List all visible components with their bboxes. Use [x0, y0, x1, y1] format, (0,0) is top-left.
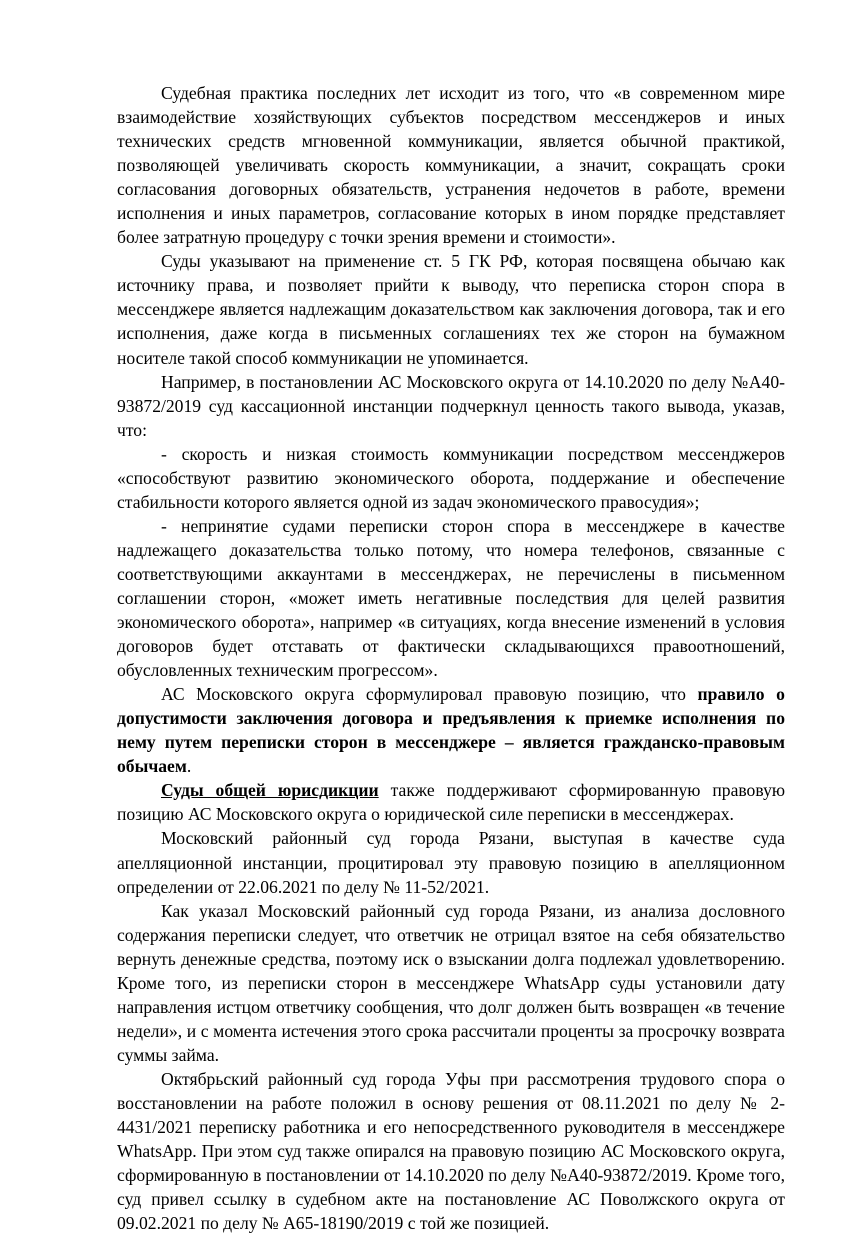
- text-line: апелляционной инстанции, процитировал эту правовую позицию в апелляционном: [117, 852, 785, 873]
- text-line: позицию АС Московского округа о юридической силе переписки в мессенджерах.: [117, 804, 734, 825]
- underlined-text-segment: Суды общей юрисдикции: [161, 780, 379, 801]
- text-line: согласования договорных обязательств, устранения недочетов в работе, времени: [117, 179, 785, 200]
- paragraph-ryazan-appeal: [117, 826, 785, 898]
- text-line: «способствуют развитию экономического оборота, поддержание и обеспечение: [117, 467, 785, 488]
- text-line: источнику права, и позволяет прийти к выводу, что переписка сторон спора в: [117, 275, 785, 296]
- text-segment: АС Московского округа сформулировал правовую позицию, что: [161, 684, 698, 705]
- bold-text-segment: допустимости заключения договора и предъявления к приемке исполнения по: [117, 708, 785, 729]
- text-line: Московский районный суд города Рязани, выступая в качестве суда: [161, 828, 785, 849]
- text-line: Судебная практика последних лет исходит из того, что «в современном мире: [161, 83, 785, 103]
- text-line: вывода, указав, что:: [117, 395, 785, 440]
- text-line: возвращен «в течение недели», и с момента истечения этого срока рассчитали: [117, 996, 785, 1041]
- bold-text-segment: правило о: [697, 684, 785, 705]
- paragraph-ufa-labor-dispute: [117, 1067, 785, 1235]
- bold-text-segment: нему путем переписки сторон в мессенджере – является гражданско-правовым: [117, 732, 785, 753]
- text-line: технических средств мгновенной коммуникации, является обычной практикой,: [117, 131, 785, 152]
- paragraph-bullet-1: [117, 442, 785, 514]
- text-line: установили дату направления истцом ответчику сообщения, что долг должен быть: [117, 972, 785, 1017]
- text-line: удовлетворению. Кроме того, из переписки сторон в мессенджере WhatsApp суды: [117, 948, 785, 993]
- paragraph-article-5: [117, 249, 785, 369]
- text-line: обязательство вернуть денежные средства, поэтому иск о взыскании долга подлежал: [117, 924, 785, 969]
- text-line: более затратную процедуру с точки зрения времени и стоимости».: [117, 227, 616, 248]
- text-line: 4431/2021 переписку работника и его непосредственного руководителя в: [117, 1117, 681, 1138]
- text-line: - скорость и низкая стоимость коммуникации посредством мессенджеров: [161, 443, 785, 464]
- text-line: Октябрьский районный суд города Уфы при рассмотрения трудового спора о: [161, 1068, 785, 1089]
- text-line: мессенджере является надлежащим доказательством как заключения договора, так и: [117, 299, 757, 320]
- text-line: условия договоров будет отставать от фактически складывающихся: [117, 612, 785, 657]
- text-line: надлежащего доказательства только потому, что номера телефонов, связанные с: [117, 539, 785, 560]
- text-line: Суды указывают на применение ст. 5 ГК РФ, которая посвящена обычаю как: [161, 251, 785, 272]
- text-line: взаимодействие хозяйствующих субъектов посредством мессенджеров и иных: [117, 107, 785, 128]
- text-line: №А40-93872/2019 суд кассационной инстанции подчеркнул ценность такого: [117, 371, 785, 416]
- text-line: восстановлении на работе положил в основу решения от 08.11.2021 по делу № 2-: [117, 1092, 785, 1113]
- text-line: соглашении сторон, «может иметь негативные последствия для целей развития: [117, 587, 785, 608]
- paragraph-legal-position: [117, 682, 785, 778]
- text-line: проценты за просрочку возврата суммы займа.: [117, 1020, 785, 1065]
- paragraph-ryazan-analysis: [117, 899, 785, 1067]
- text-line: экономического оборота», например «в ситуациях, когда внесение изменений в: [117, 612, 720, 633]
- text-line: стабильности которого является одной из задач экономического правосудия»;: [117, 491, 700, 512]
- text-line: правоотношений, обусловленных техническим прогрессом».: [117, 636, 785, 681]
- bold-underlined-text-segment: [161, 780, 379, 800]
- text-line: содержания переписки следует, что ответчик не отрицал взятое на себя: [117, 924, 674, 945]
- paragraph-general-jurisdiction: [117, 778, 785, 826]
- text-line: исполнения и иных параметров, согласование которых в ином порядке представляет: [117, 203, 785, 224]
- text-line: позволяющей увеличивать скорость коммуникации, а значит, сокращать сроки: [117, 155, 785, 176]
- paragraph-court-practice: [117, 81, 785, 249]
- text-segment: также поддерживают сформированную правовую: [378, 780, 786, 801]
- text-line: мессенджере WhatsApp. При этом суд также опирался на правовую позицию АС: [117, 1117, 785, 1162]
- text-segment: .: [186, 756, 192, 777]
- text-line: Московского округа, сформированную в постановлении от 14.10.2020 по делу: [117, 1141, 785, 1186]
- paragraph-example: [117, 370, 785, 442]
- text-line: его исполнения, даже когда в письменных соглашениях тех же сторон на бумажном: [117, 299, 785, 344]
- text-line: носителе такой способ коммуникации не упоминается.: [117, 347, 529, 368]
- text-line: определении от 22.06.2021 по делу № 11-52/2021.: [117, 876, 490, 897]
- text-line: АС Поволжского округа от 09.02.2021 по делу № А65-18190/2019 с той же позицией.: [117, 1189, 785, 1234]
- text-line: №А40-93872/2019. Кроме того, суд привел ссылку в судебном акте на постановление: [117, 1165, 785, 1210]
- text-line: - непринятие судами переписки сторон спора в мессенджере в качестве: [161, 515, 785, 536]
- text-line: Например, в постановлении АС Московского округа от 14.10.2020 по делу: [161, 371, 727, 392]
- bold-text-segment: обычаем: [117, 756, 187, 777]
- text-line: соответствующими аккаунтами в мессенджерах, не перечислены в письменном: [117, 563, 785, 584]
- paragraph-bullet-2: [117, 514, 785, 682]
- text-line: Как указал Московский районный суд города Рязани, из анализа дословного: [161, 900, 785, 921]
- document-body: [117, 81, 785, 1235]
